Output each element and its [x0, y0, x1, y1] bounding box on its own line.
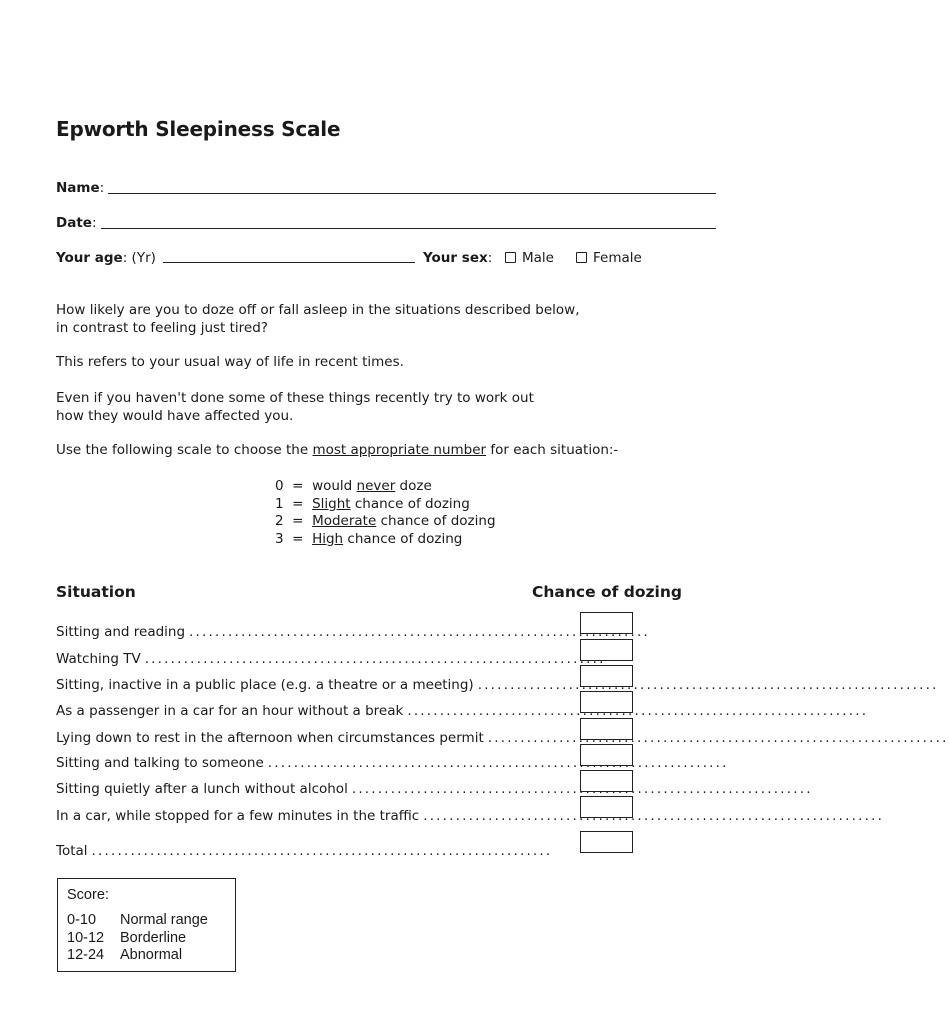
total-input-box[interactable]	[580, 831, 633, 853]
scale-row: 3 = High chance of dozing	[275, 530, 463, 547]
score-input-box[interactable]	[580, 718, 633, 740]
situation-row: In a car, while stopped for a few minutes in the traffic .......................................................................	[56, 808, 885, 824]
chance-header: Chance of dozing	[532, 583, 682, 601]
score-input-box[interactable]	[580, 691, 633, 713]
situation-header: Situation	[56, 583, 136, 601]
score-input-box[interactable]	[580, 612, 633, 634]
sex-option-male[interactable]: Male	[505, 250, 554, 266]
situation-row: As a passenger in a car for an hour without a break .......................................................................	[56, 703, 869, 719]
page-title: Epworth Sleepiness Scale	[56, 117, 341, 141]
date-field[interactable]	[101, 228, 716, 229]
score-range-row: 0-10 Normal range	[67, 912, 208, 928]
situation-row: Sitting, inactive in a public place (e.g. a theatre or a meeting) .......................................................................	[56, 677, 939, 693]
total-row: Total .......................................................................	[56, 843, 553, 859]
situation-row: Sitting quietly after a lunch without alcohol .......................................................................	[56, 781, 813, 797]
score-input-box[interactable]	[580, 639, 633, 661]
name-label: Name:	[56, 180, 105, 196]
intro-even: Even if you haven't done some of these things recently try to work out how they would have affected you.	[56, 390, 534, 424]
situation-row: Lying down to rest in the afternoon when circumstances permit .......................................................................	[56, 730, 949, 746]
date-label: Date:	[56, 215, 97, 231]
score-input-box[interactable]	[580, 665, 633, 687]
female-checkbox[interactable]	[576, 252, 587, 263]
scale-row: 0 = would never doze	[275, 478, 432, 494]
situation-row: Watching TV .......................................................................	[56, 651, 606, 667]
score-legend	[57, 878, 236, 972]
male-checkbox[interactable]	[505, 252, 516, 263]
sex-label: Your sex:	[423, 250, 493, 266]
score-input-box[interactable]	[580, 796, 633, 818]
intro-use-scale: Use the following scale to choose the most appropriate number for each situation:-	[56, 442, 619, 458]
score-range-row: 12-24 Abnormal	[67, 947, 183, 963]
sex-option-female[interactable]: Female	[576, 250, 642, 266]
score-label: Score:	[67, 887, 109, 903]
situation-row: Sitting and reading .......................................................................	[56, 624, 650, 640]
score-range-row: 10-12 Borderline	[67, 930, 187, 946]
intro-refers: This refers to your usual way of life in recent times.	[56, 354, 404, 370]
situation-row: Sitting and talking to someone .......................................................................	[56, 755, 729, 771]
score-input-box[interactable]	[580, 770, 633, 792]
name-field[interactable]	[108, 193, 716, 194]
intro-question: How likely are you to doze off or fall asleep in the situations described below, in contrast to feeling just tired?	[56, 302, 580, 336]
scale-row: 2 = Moderate chance of dozing	[275, 513, 496, 529]
age-field[interactable]	[163, 262, 415, 263]
scale-row: 1 = Slight chance of dozing	[275, 495, 470, 512]
score-input-box[interactable]	[580, 744, 633, 766]
age-label: Your age: (Yr)	[56, 250, 156, 266]
